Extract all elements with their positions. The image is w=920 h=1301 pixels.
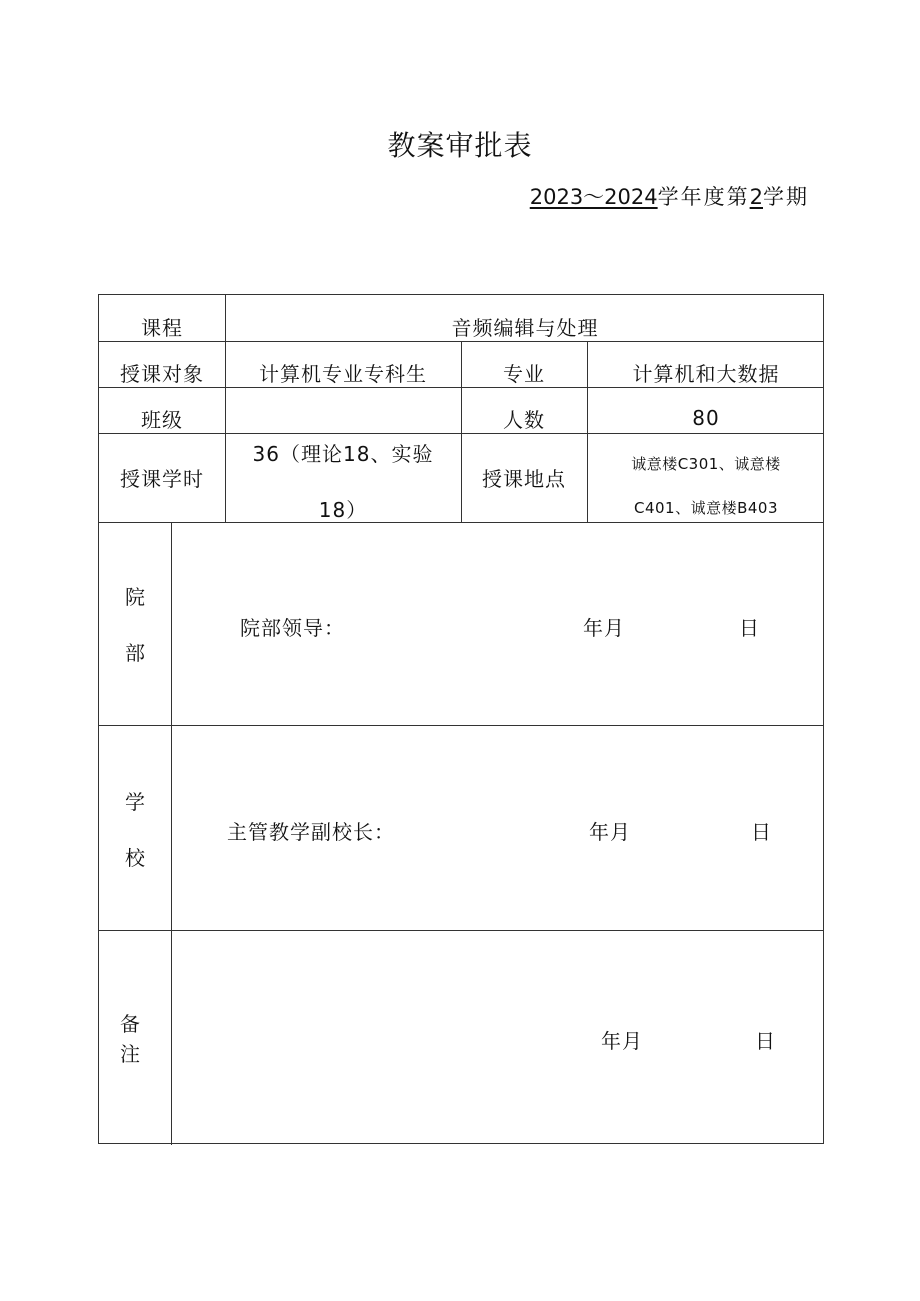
school-date-year-month: 年月	[589, 820, 631, 844]
remark-label-char2: 注	[120, 1042, 140, 1066]
count-label: 人数	[503, 407, 545, 432]
term-years: 2023～2024	[529, 185, 658, 209]
dept-date-day: 日	[739, 616, 760, 640]
row-divider	[99, 930, 823, 931]
school-label-char2: 校	[125, 846, 145, 870]
location-label: 授课地点	[482, 467, 566, 491]
dept-date-year-month: 年月	[583, 616, 625, 640]
dept-label-char1: 院	[125, 585, 145, 609]
hours-value-line1: 36（理论18、实验	[252, 442, 434, 466]
remark-date-day: 日	[755, 1029, 776, 1053]
school-signer-label: 主管教学副校长：	[227, 820, 395, 844]
location-line1: 诚意楼C301、诚意楼	[631, 455, 781, 473]
row-divider	[99, 725, 823, 726]
remark-label	[99, 1009, 161, 1069]
term-line	[530, 181, 809, 211]
course-label: 课程	[141, 315, 183, 340]
term-number: 2	[749, 185, 763, 209]
term-suffix: 学期	[763, 185, 809, 209]
major-value: 计算机和大数据	[632, 361, 780, 386]
remark-label-char1: 备	[120, 1012, 140, 1036]
page-title: 教案审批表	[387, 129, 533, 162]
column-divider	[171, 522, 172, 1145]
location-value	[587, 442, 825, 530]
term-mid: 学年度第	[657, 185, 750, 209]
school-label	[99, 774, 171, 886]
count-value: 80	[692, 406, 720, 430]
approval-table	[98, 294, 824, 1144]
audience-label: 授课对象	[120, 361, 204, 386]
hours-value	[225, 426, 461, 538]
audience-value: 计算机专业专科生	[259, 361, 427, 386]
major-label: 专业	[503, 361, 545, 386]
hours-label: 授课学时	[120, 467, 204, 491]
school-label-char1: 学	[125, 790, 145, 814]
dept-label	[99, 569, 171, 681]
dept-label-char2: 部	[125, 641, 145, 665]
location-line2: C401、诚意楼B403	[633, 499, 779, 517]
school-date-day: 日	[751, 820, 772, 844]
remark-date-year-month: 年月	[601, 1029, 643, 1053]
class-label: 班级	[141, 407, 183, 432]
course-value: 音频编辑与处理	[451, 315, 599, 340]
hours-value-line2: 18）	[318, 498, 368, 522]
dept-signer-label: 院部领导：	[240, 616, 345, 640]
